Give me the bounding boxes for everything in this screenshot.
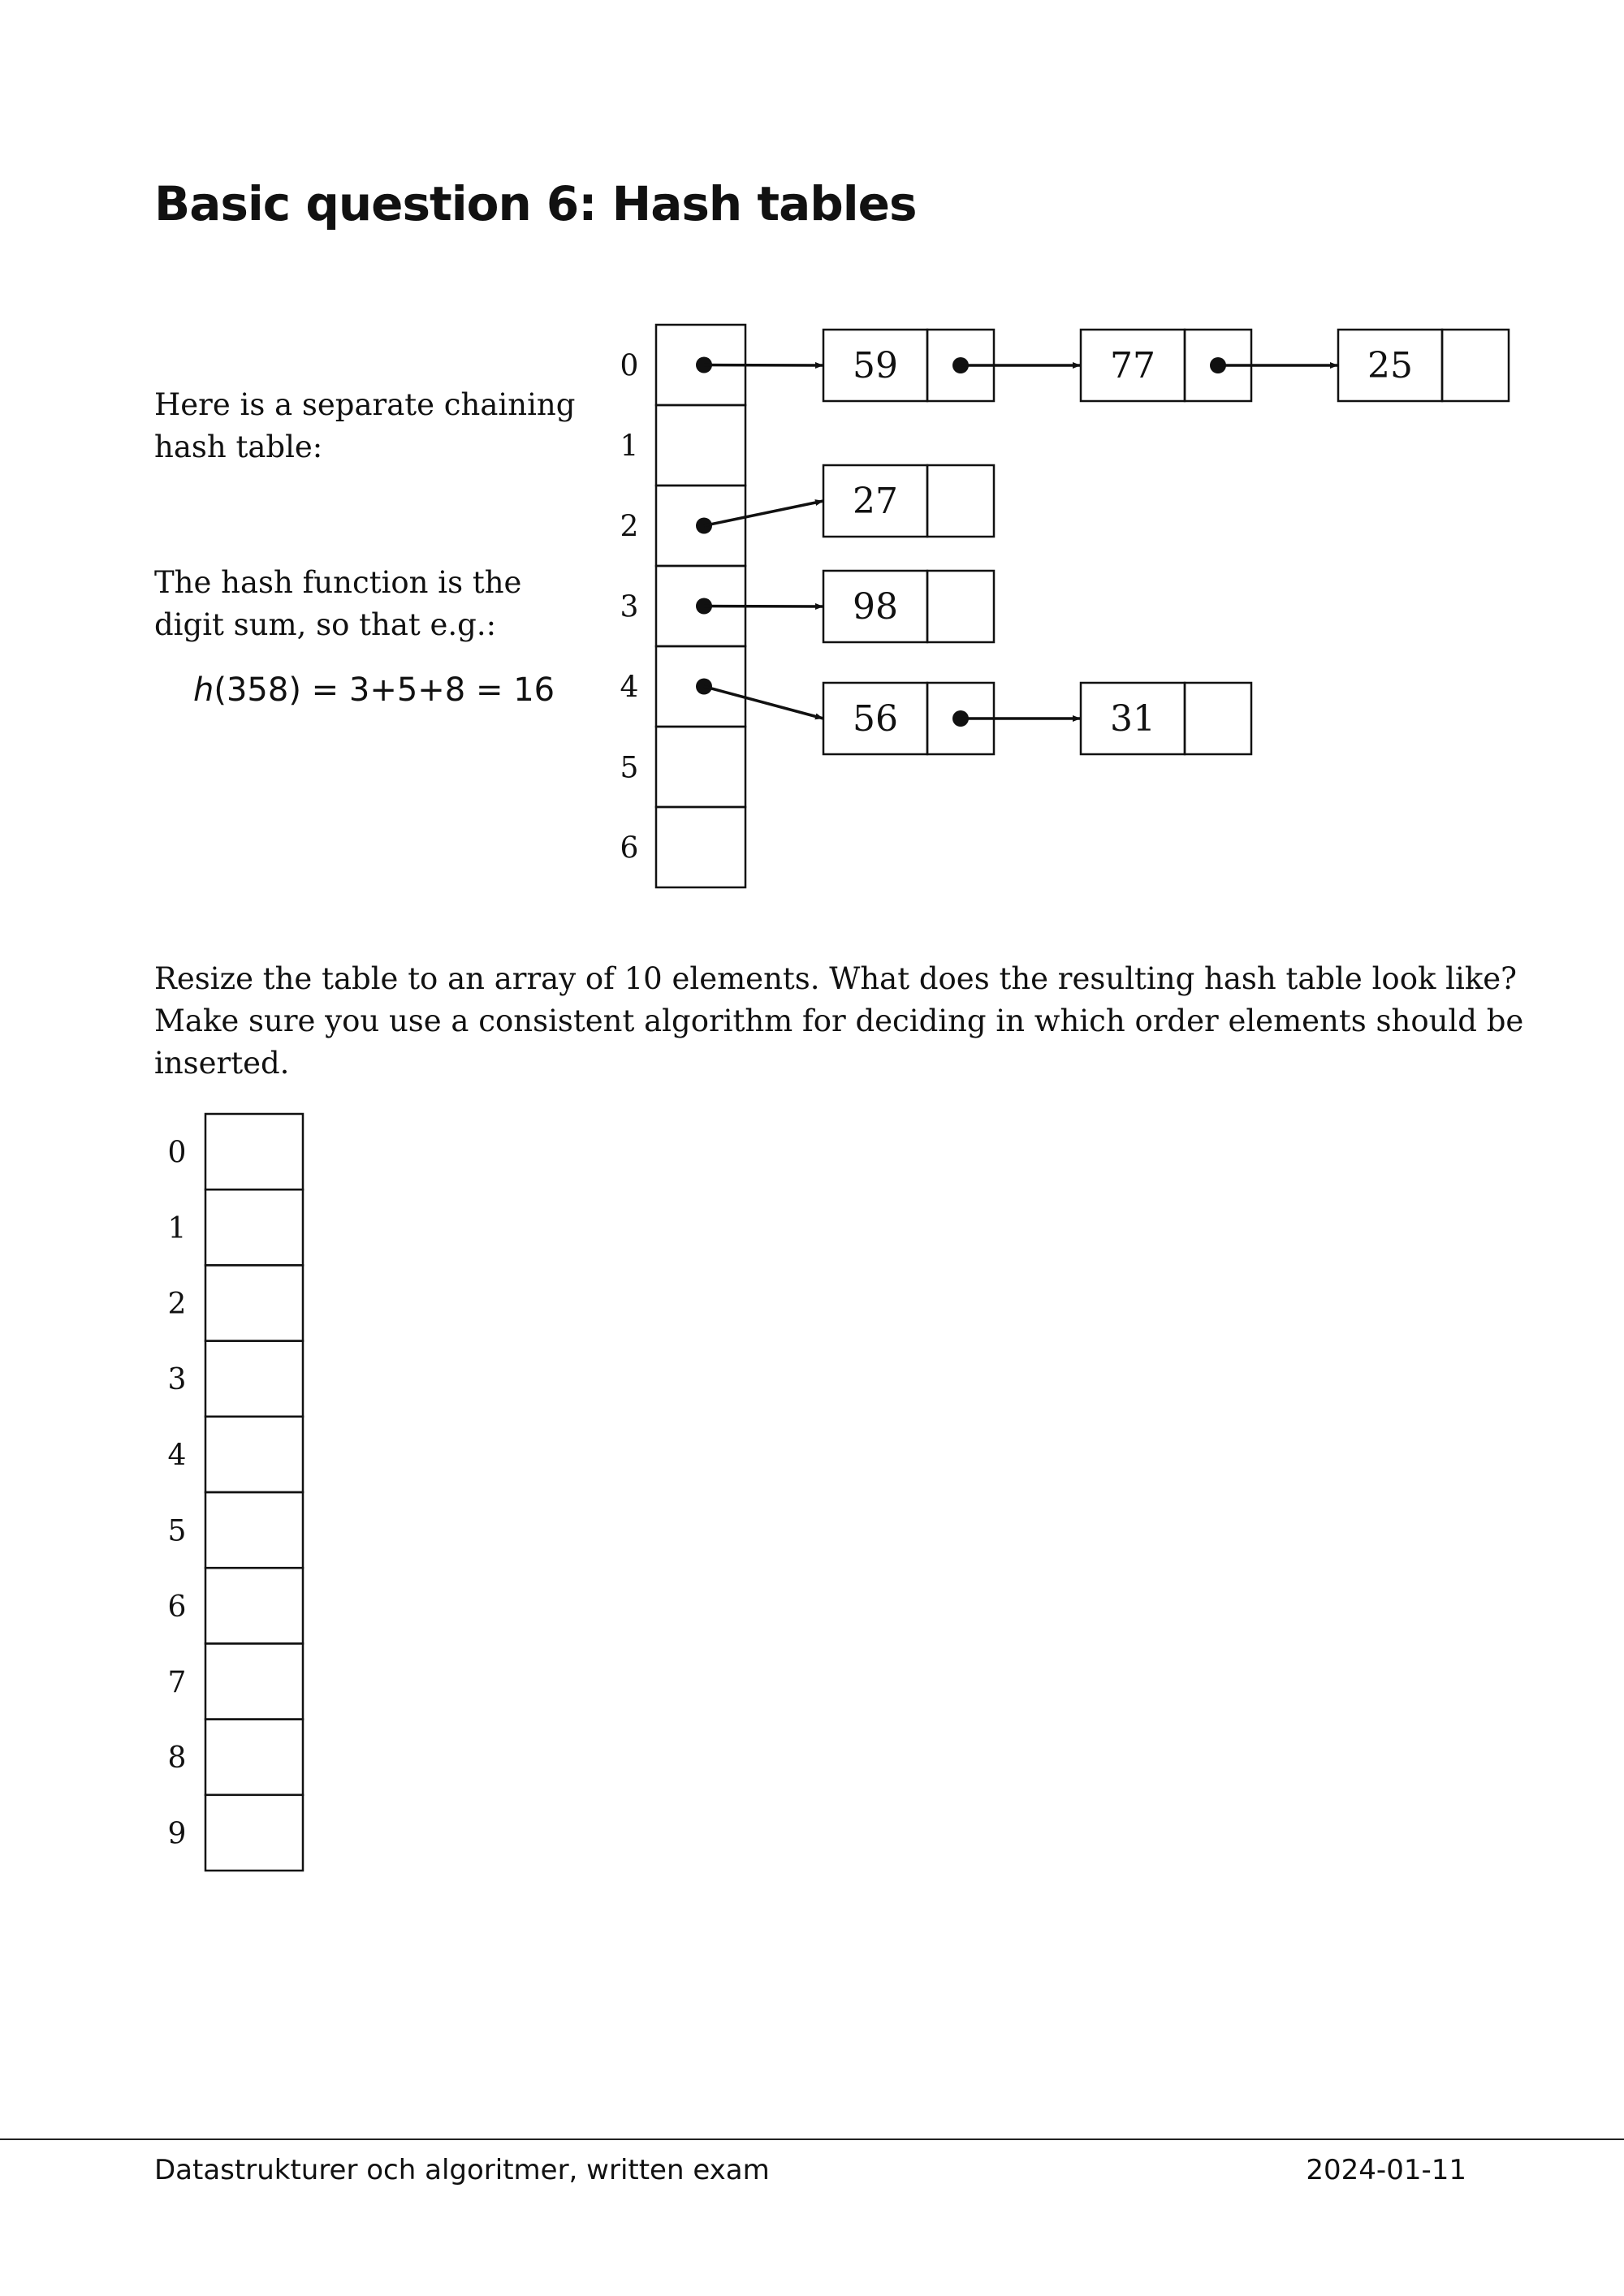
node-3-0-value: 98 <box>853 586 898 628</box>
intro-line-2: hash table: <box>154 429 323 464</box>
answer-cell-1[interactable] <box>205 1189 303 1265</box>
hash-function-line-1: The hash function is the <box>154 565 522 600</box>
answer-index-2: 2 <box>167 1288 187 1321</box>
answer-index-5: 5 <box>167 1514 187 1548</box>
node-0-2-value: 25 <box>1367 345 1413 386</box>
node-4-0-value: 56 <box>853 698 898 740</box>
answer-index-1: 1 <box>167 1211 187 1245</box>
node-0-0-value: 59 <box>853 345 898 386</box>
answer-cell-5[interactable] <box>205 1492 303 1568</box>
answer-index-8: 8 <box>167 1741 187 1776</box>
bucket-index-2: 2 <box>620 510 639 544</box>
page-title: Basic question 6: Hash tables <box>154 176 917 231</box>
answer-index-7: 7 <box>167 1666 187 1699</box>
bucket-index-4: 4 <box>620 671 639 705</box>
answer-cell-3[interactable] <box>205 1341 303 1417</box>
intro-line-1: Here is a separate chaining <box>154 387 576 422</box>
answer-index-6: 6 <box>167 1590 187 1624</box>
bucket-index-0: 0 <box>620 349 639 383</box>
answer-cell-8[interactable] <box>205 1720 303 1795</box>
answer-index-4: 4 <box>167 1439 187 1473</box>
bucket-index-5: 5 <box>620 751 639 785</box>
answer-cell-9[interactable] <box>205 1795 303 1871</box>
answer-cell-7[interactable] <box>205 1643 303 1719</box>
answer-index-9: 9 <box>167 1817 187 1851</box>
answer-cell-0[interactable] <box>205 1114 303 1189</box>
hash-example-function: h <box>193 671 214 709</box>
answer-cell-2[interactable] <box>205 1265 303 1340</box>
hash-example-expression: (358) = 3+5+8 = 16 <box>214 671 555 709</box>
instructions-line-2: Make sure you use a consistent algorithm for deciding in which order elements should be inserted. <box>154 1003 1524 1081</box>
node-0-1-value: 77 <box>1110 345 1155 386</box>
bucket-index-6: 6 <box>620 831 639 865</box>
footer-divider <box>0 2138 1624 2140</box>
instructions-line-1: Resize the table to an array of 10 elements. What does the resulting hash table look like? <box>154 961 1517 996</box>
hash-function-line-2: digit sum, so that e.g.: <box>154 607 497 642</box>
footer-date: 2024-01-11 <box>1306 2154 1466 2186</box>
bucket-index-1: 1 <box>620 429 639 464</box>
answer-index-0: 0 <box>167 1136 187 1170</box>
bucket-index-3: 3 <box>620 590 639 624</box>
footer-course: Datastrukturer och algoritmer, written exam <box>154 2154 770 2186</box>
answer-index-3: 3 <box>167 1363 187 1397</box>
answer-cell-6[interactable] <box>205 1568 303 1643</box>
node-4-1-value: 31 <box>1110 698 1155 740</box>
answer-cell-4[interactable] <box>205 1417 303 1492</box>
node-2-0-value: 27 <box>853 481 898 522</box>
